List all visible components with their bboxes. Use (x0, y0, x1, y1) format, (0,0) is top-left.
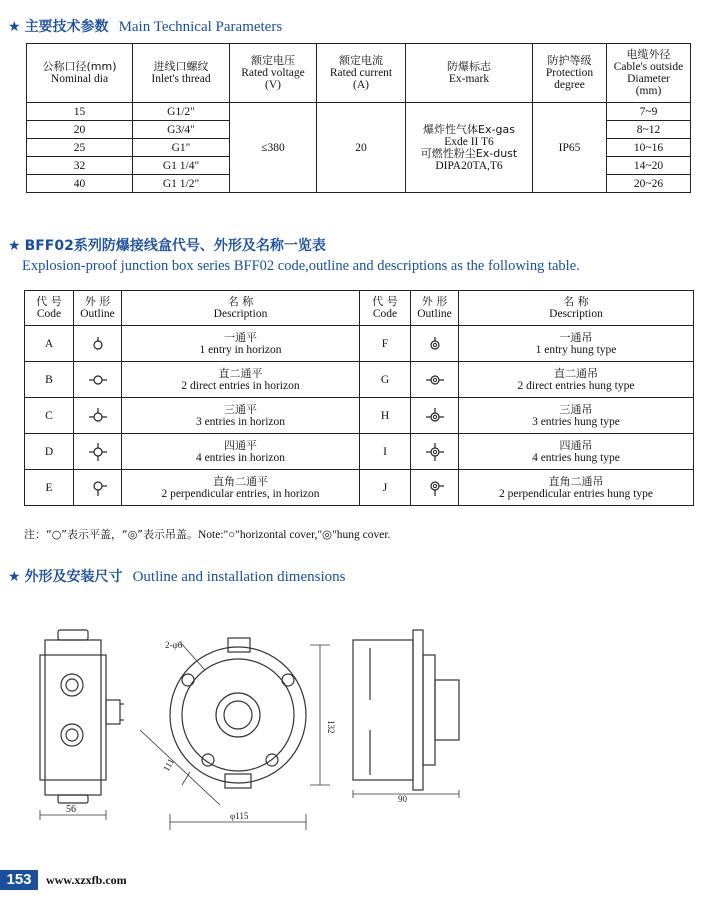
outline-1-entry-hung-icon (411, 326, 459, 362)
header-ex-mark: 防爆标志 Ex-mark (406, 44, 533, 103)
table-row (25, 362, 694, 398)
table-row (25, 398, 694, 434)
cell-dia: 20 (27, 121, 133, 139)
dim-depth-right: 90 (398, 794, 407, 804)
header-description: 名 称 Description (122, 291, 360, 326)
description-cell: 直角二通平 2 perpendicular entries, in horizon (122, 470, 360, 506)
code-cell: C (25, 398, 74, 434)
code-outline-table (24, 290, 694, 506)
code-cell: D (25, 434, 74, 470)
cell-thread: G1" (133, 139, 230, 157)
header-outline: 外 形 Outline (74, 291, 122, 326)
cell-dia: 25 (27, 139, 133, 157)
description-cell: 一通平 1 entry in horizon (122, 326, 360, 362)
front-view-center (140, 638, 330, 830)
cell-voltage: ≤380 (230, 103, 317, 193)
description-cell: 直二通平 2 direct entries in horizon (122, 362, 360, 398)
dim-diameter: φ115 (230, 811, 249, 821)
header-cable-diameter: 电缆外径 Cable's outside Diameter (mm) (607, 44, 691, 103)
cell-dia: 32 (27, 157, 133, 175)
outline-3-entries-hung-icon (411, 398, 459, 434)
side-view-right (353, 630, 459, 798)
cell-thread: G1 1/4" (133, 157, 230, 175)
website-url[interactable]: www.xzxfb.com (46, 873, 127, 887)
technical-parameters-table (26, 43, 691, 193)
side-view-left (40, 630, 124, 820)
outline-4-entries-hung-icon (411, 434, 459, 470)
dim-bolt-holes: 2-φ6 (165, 640, 183, 650)
code-cell: B (25, 362, 74, 398)
page-number: 153 (0, 870, 38, 890)
table-row (25, 326, 694, 362)
description-cell: 四通平 4 entries in horizon (122, 434, 360, 470)
section-title-dimensions: ★ 外形及安装尺寸 Outline and installation dimensions (8, 569, 346, 585)
code-cell: J (360, 470, 411, 506)
code-cell: H (360, 398, 411, 434)
cell-thread: G3/4" (133, 121, 230, 139)
outline-2-direct-hung-icon (411, 362, 459, 398)
dim-height: 132 (326, 720, 336, 734)
cell-dia: 15 (27, 103, 133, 121)
cell-cable: 10~16 (607, 139, 691, 157)
outline-2-perpendicular-hung-icon (411, 470, 459, 506)
code-cell: F (360, 326, 411, 362)
table-header-row (25, 291, 694, 326)
header-outline: 外 形 Outline (411, 291, 459, 326)
cell-thread: G1 1/2" (133, 175, 230, 193)
table-row (25, 434, 694, 470)
description-cell: 直角二通吊 2 perpendicular entries hung type (459, 470, 694, 506)
code-cell: I (360, 434, 411, 470)
header-rated-current: 额定电流 Rated current (A) (317, 44, 406, 103)
header-nominal-dia: 公称口径(mm) Nominal dia (27, 44, 133, 103)
outline-1-entry-horizontal-icon (74, 326, 122, 362)
cell-current: 20 (317, 103, 406, 193)
cell-exmark: 爆炸性气体Ex-gas Exde II T6 可燃性粉尘Ex-dust DIPA20TA,T6 (406, 103, 533, 193)
cover-note: 注：“○”表示平盖，“◎”表示吊盖。Note:"○"horizontal cover,"◎"hung cover. (24, 528, 391, 541)
table-row (25, 470, 694, 506)
description-cell: 三通平 3 entries in horizon (122, 398, 360, 434)
description-cell: 四通吊 4 entries hung type (459, 434, 694, 470)
outline-2-direct-horizontal-icon (74, 362, 122, 398)
cell-cable: 8~12 (607, 121, 691, 139)
cell-protection: IP65 (533, 103, 607, 193)
description-cell: 一通吊 1 entry hung type (459, 326, 694, 362)
outline-4-entries-horizontal-icon (74, 434, 122, 470)
cell-dia: 40 (27, 175, 133, 193)
cell-cable: 14~20 (607, 157, 691, 175)
cell-cable: 20~26 (607, 175, 691, 193)
code-cell: A (25, 326, 74, 362)
header-code: 代 号 Code (360, 291, 411, 326)
outline-2-perpendicular-horizontal-icon (74, 470, 122, 506)
dim-diagonal: 111 (161, 756, 177, 773)
outline-dimension-drawing (0, 600, 710, 840)
description-cell: 直二通吊 2 direct entries hung type (459, 362, 694, 398)
table-row (27, 103, 691, 121)
section-title-code-list: ★ BFF02系列防爆接线盒代号、外形及名称一览表 (8, 238, 326, 254)
section-subtitle: Explosion-proof junction box series BFF02 code,outline and descriptions as the following table. (22, 258, 580, 274)
outline-3-entries-horizontal-icon (74, 398, 122, 434)
cell-thread: G1/2" (133, 103, 230, 121)
table-header-row (27, 44, 691, 103)
section-title-technical: ★ 主要技术参数 Main Technical Parameters (8, 19, 283, 35)
code-cell: G (360, 362, 411, 398)
header-code: 代 号 Code (25, 291, 74, 326)
header-rated-voltage: 额定电压 Rated voltage (V) (230, 44, 317, 103)
description-cell: 三通吊 3 entries hung type (459, 398, 694, 434)
header-protection: 防护等级 Protection degree (533, 44, 607, 103)
code-cell: E (25, 470, 74, 506)
dim-width-left: 56 (66, 804, 76, 815)
cell-cable: 7~9 (607, 103, 691, 121)
header-inlet-thread: 进线口螺纹 Inlet's thread (133, 44, 230, 103)
header-description: 名 称 Description (459, 291, 694, 326)
